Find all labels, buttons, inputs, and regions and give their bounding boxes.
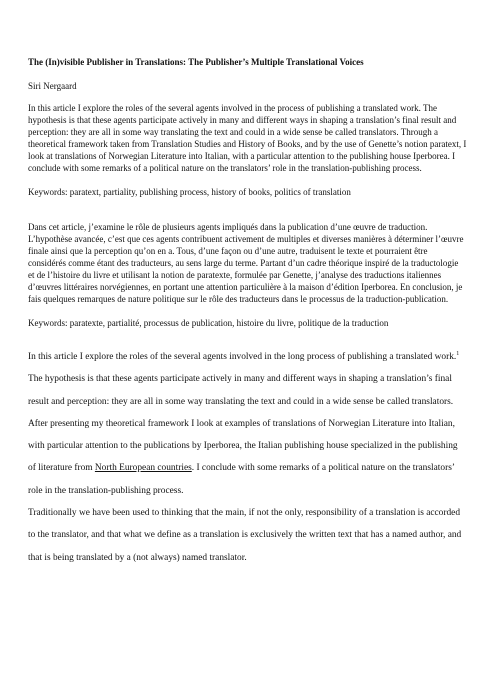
- body-paragraph-1-text-c: . I conclude with some remarks of a political nature on the translators’ role in the translation-publishing process.: [28, 463, 455, 496]
- body-paragraph-1: [28, 346, 467, 502]
- author-name: Siri Nergaard: [28, 81, 77, 91]
- footnote-marker[interactable]: 1: [456, 350, 460, 357]
- abstract-french: Dans cet article, j’examine le rôle de plusieurs agents impliqués dans la publication d’une œuvre de traduction. L’hypothèse avancée, c’est que ces agents contribuent activement de multiples et diverses manières à déterminer l’œuvre finale ainsi que la perception qu’on en a. Tous, d’une façon ou d’une autre, traduisent le texte et pourraient être considérés comme étant des traducteurs, au sens large du terme. Partant d’un cadre théorique inspiré de la traductologie et de l’histoire du livre et utilisant la notion de paratexte, formulée par Genette, j’analyse des traductions italiennes d’œuvres littéraires norvégiennes, en portant une attention particulière à la maison d’édition Iperborea. En conclusion, je fais quelques remarques de nature politique sur le rôle des traducteurs dans le processus de la traduction-publication.: [28, 222, 464, 304]
- body-paragraph-2: Traditionally we have been used to thinking that the main, if not the only, responsibility of a translation is accorded to the translator, and that what we define as a translation is exclusively the written text that has a named author, and that is being translated by a (not always) named translator.: [28, 508, 462, 563]
- abstract-english: In this article I explore the roles of the several agents involved in the process of publishing a translated work. The hypothesis is that these agents participate actively in many and different ways in shaping a translation’s final result and perception: they are all in some way translating the text and could in a wide sense be called translators. Through a theoretical framework taken from Translation Studies and History of Books, and by the use of Genette’s notion paratext, I look at translations of Norwegian Literature into Italian, with a particular attention to the publishing house Iperborea. I conclude with some remarks of a political nature on the translators’ role in the translation-publishing process.: [28, 103, 467, 173]
- paper-title: The (In)visible Publisher in Translations: The Publisher’s Multiple Translational Voices: [28, 57, 364, 67]
- underlined-phrase: North European countries: [94, 463, 192, 474]
- body-paragraph-1-text-a: In this article I explore the roles of the several agents involved in the long process of publishing a translated work.: [28, 352, 457, 362]
- body-paragraph-1-text-b: The hypothesis is that these agents participate actively in many and different ways in shaping a translation’s final result and perception: they are all in some way translating the text and could in a wide sense be called translators. After presenting my theoretical framework I look at examples of translations of Norwegian Literature into Italian, with particular attention to the publications by Iperborea, the Italian publishing house specialized in the publishing of literature from: [28, 374, 458, 474]
- keywords-english: Keywords: paratext, partiality, publishing process, history of books, politics of translation: [28, 187, 351, 197]
- keywords-french: Keywords: paratexte, partialité, processus de publication, histoire du livre, politique de la traduction: [28, 318, 389, 328]
